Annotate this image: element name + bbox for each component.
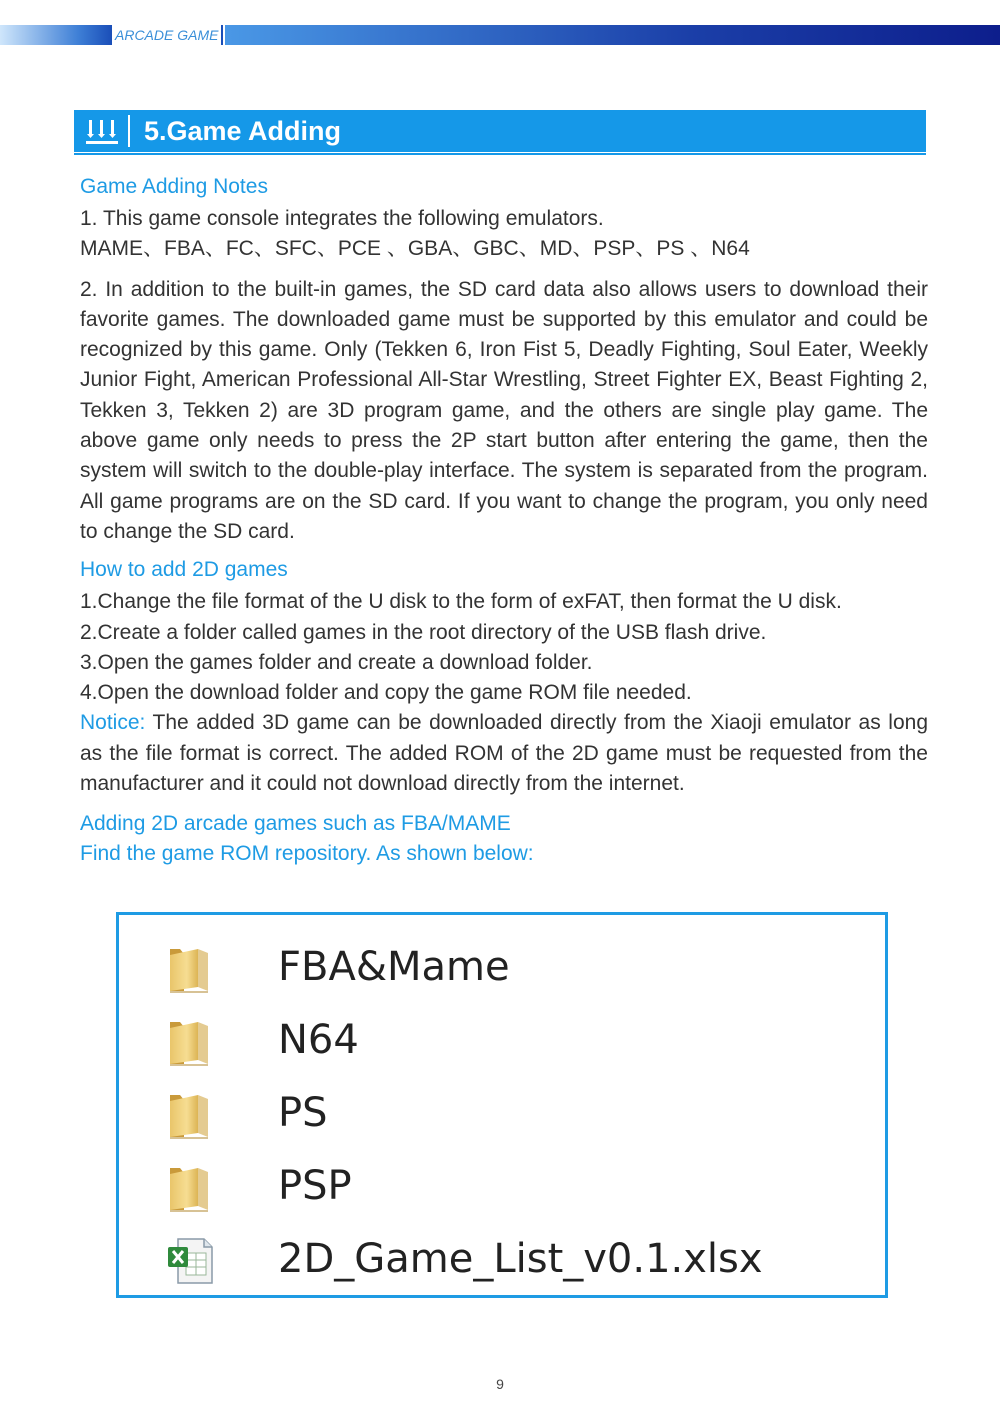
folder-icon	[164, 1018, 216, 1066]
notice-text: The added 3D game can be downloaded directly from the Xiaoji emulator as long as the file format is correct. The added ROM of the 2D game must be requested from the manufacturer and it could not download directly from the internet.	[80, 711, 928, 796]
excel-file-icon	[164, 1237, 216, 1285]
add-2d-step-2: 2.Create a folder called games in the root directory of the USB flash drive.	[80, 620, 767, 644]
file-row[interactable]	[164, 937, 864, 997]
notes-item-2: 2. In addition to the built-in games, the SD card data also allows users to download their favorite games. The downloaded game must be supported by this emulator and could be recognized by this game. Only (Tekken 6, Iron Fist 5, Deadly Fighting, Soul Eater, Weekly Junior Fight, American Professional All-Star Wrestling, Street Fighter EX, Beast Fighting 2, Tekken 3, Tekken 2) are 3D program game, and the others are single play game. The above game only needs to press the 2P start button after entering the game, then the system will switch to the double-play interface. The system is separated from the program. All game programs are on the SD card. If you want to change the program, you only need to change the SD card.	[80, 277, 928, 543]
page-number: 9	[496, 1376, 504, 1392]
notice-label: Notice:	[80, 711, 146, 735]
section-header	[74, 110, 926, 152]
add-2d-step-3: 3.Open the games folder and create a download folder.	[80, 650, 593, 674]
folder-icon	[164, 1164, 216, 1212]
file-row[interactable]	[164, 1083, 864, 1143]
file-row[interactable]	[164, 1229, 864, 1289]
section-header-underline	[74, 153, 926, 155]
book-stack-icon	[86, 118, 118, 146]
file-name: 2D_Game_List_v0.1.xlsx	[278, 1236, 763, 1282]
file-name: PS	[278, 1090, 328, 1136]
file-listing-panel	[116, 912, 888, 1298]
top-banner-right-gradient	[225, 25, 1000, 45]
section-header-divider	[128, 115, 130, 147]
folder-icon	[164, 945, 216, 993]
notes-item-1: 1. This game console integrates the following emulators.	[80, 207, 604, 230]
main-content	[80, 172, 928, 869]
notes-heading: Game Adding Notes	[80, 175, 268, 198]
file-row[interactable]	[164, 1010, 864, 1070]
section-title: 5.Game Adding	[144, 116, 342, 146]
top-banner-left-gradient	[0, 25, 112, 45]
notice-paragraph	[80, 708, 928, 799]
rom-repository-heading: Find the game ROM repository. As shown below:	[80, 842, 534, 866]
top-banner-label: ARCADE GAME	[112, 25, 223, 45]
emulator-list: MAME、FBA、FC、SFC、PCE 、GBA、GBC、MD、PSP、PS 、N64	[80, 237, 750, 261]
top-banner	[0, 25, 1000, 45]
add-2d-step-1: 1.Change the file format of the U disk to the form of exFAT, then format the U disk.	[80, 590, 842, 614]
file-row[interactable]	[164, 1156, 864, 1216]
file-name: FBA&Mame	[278, 944, 510, 990]
arcade-heading: Adding 2D arcade games such as FBA/MAME	[80, 812, 511, 836]
folder-icon	[164, 1091, 216, 1139]
file-name: N64	[278, 1017, 359, 1063]
add-2d-heading: How to add 2D games	[80, 558, 288, 582]
file-name: PSP	[278, 1163, 352, 1209]
add-2d-step-4: 4.Open the download folder and copy the game ROM file needed.	[80, 681, 692, 705]
